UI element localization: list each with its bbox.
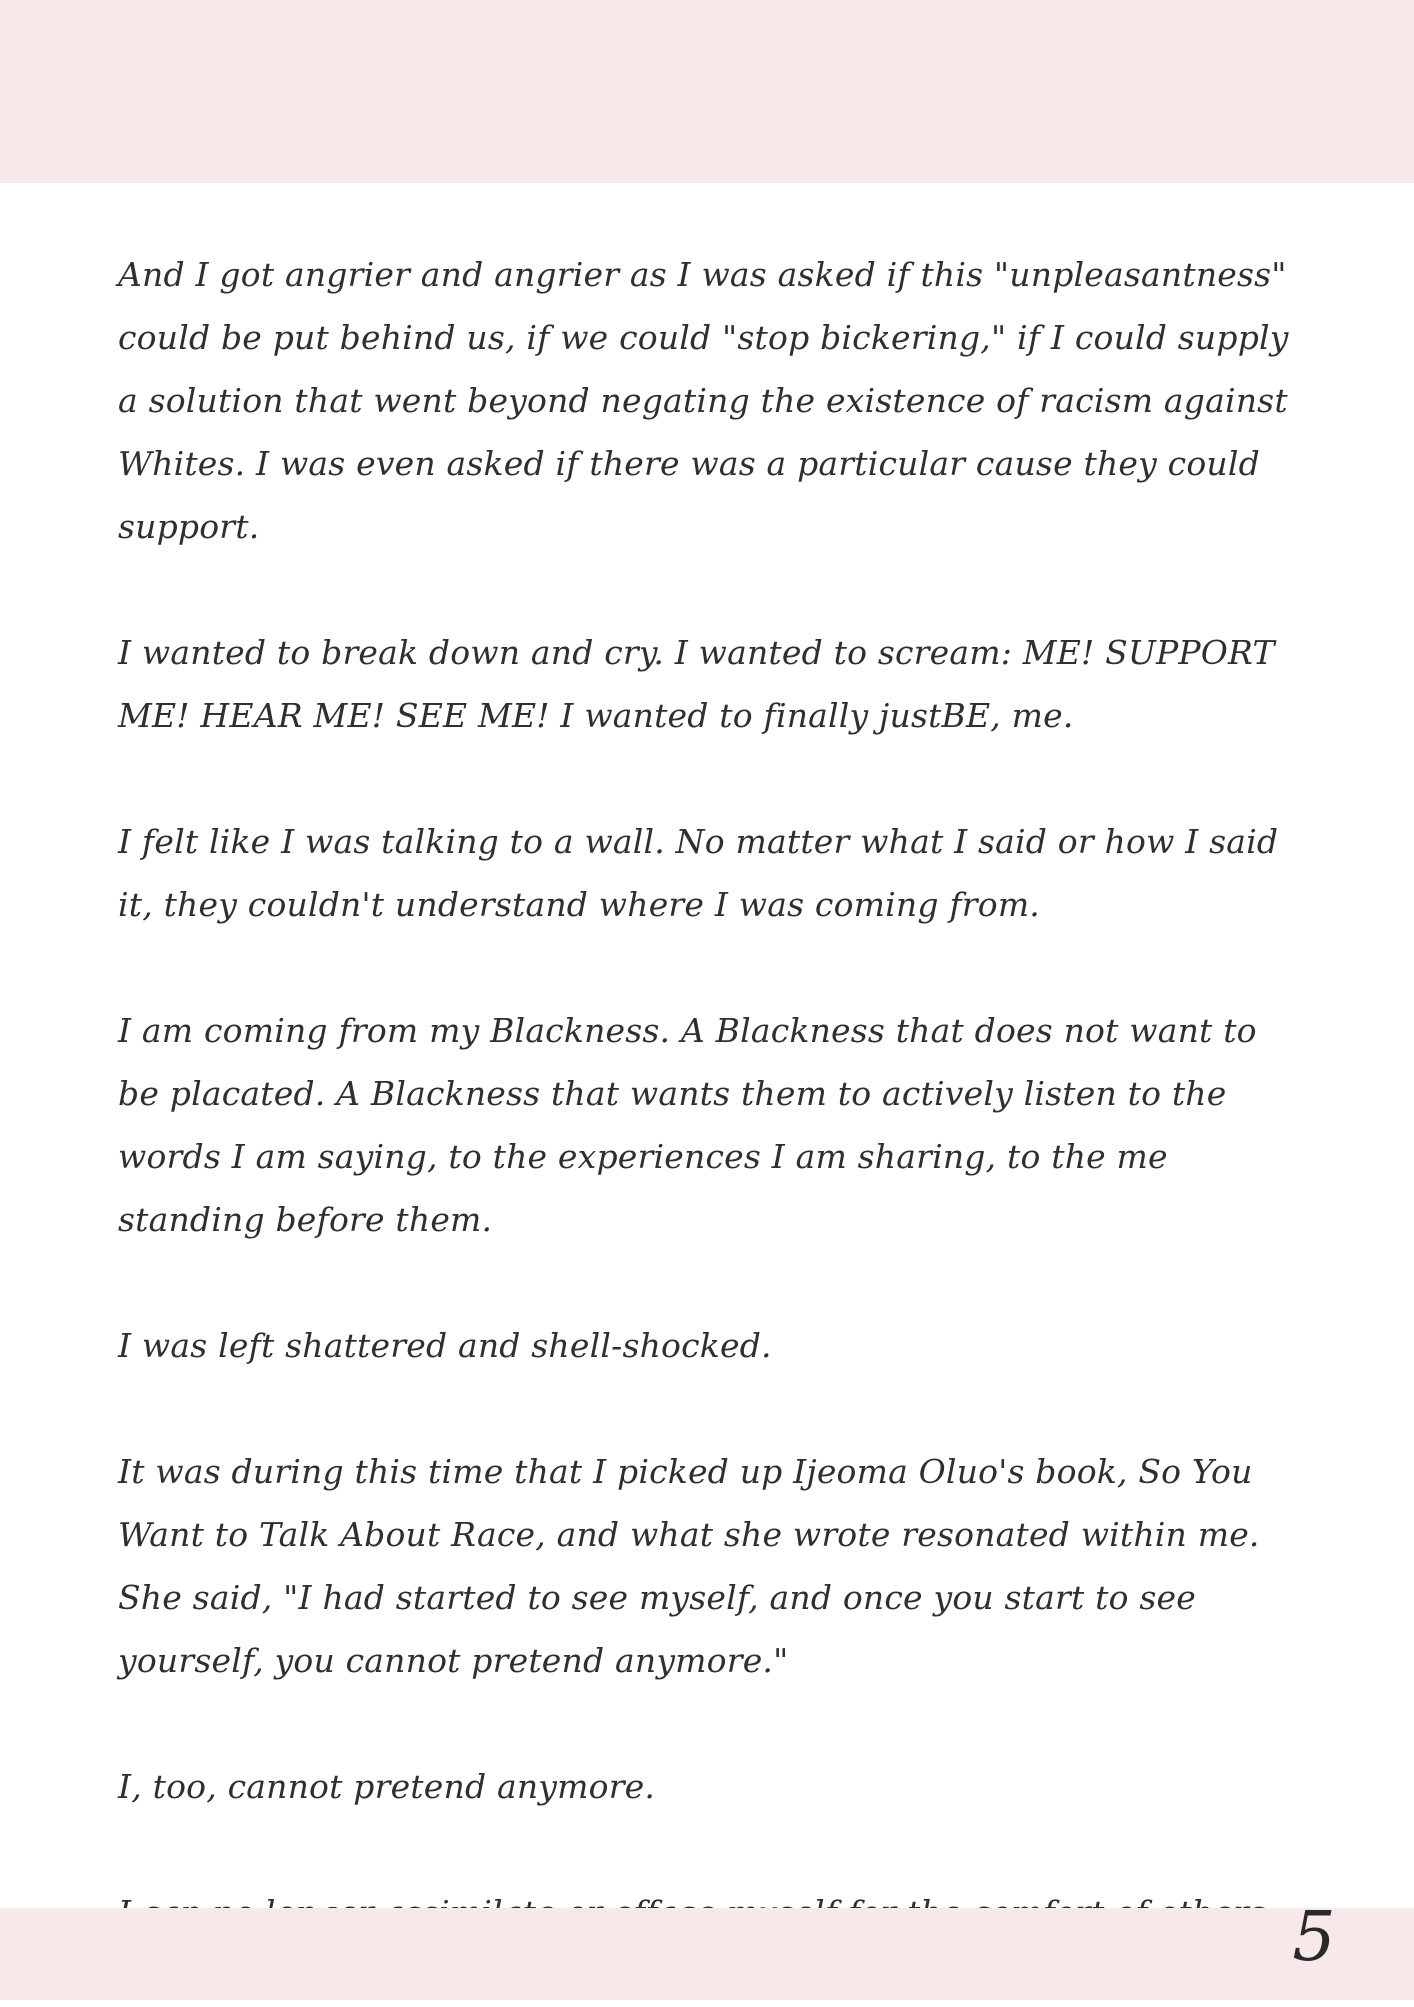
paragraph: I, too, cannot pretend anymore. — [118, 1767, 656, 1806]
page-number: 5 — [1292, 1898, 1336, 1977]
paragraph: I felt like I was talking to a wall. No matter what I said or how I said it, they couldn't understand where I was coming from. — [118, 822, 1279, 924]
paragraph: It was during this time that I picked up Ijeoma Oluo's book, So You Want to Talk About Race, and what she wrote resonated within me. She said, "I had started to see myself, and once you start to see yourself, you cannot pretend anymore." — [118, 1452, 1260, 1680]
page-body — [118, 243, 1303, 2007]
paragraph: I wanted to break down and cry. I wanted to scream: ME! SUPPORT ME! HEAR ME! SEE ME! I wanted to finally justBE, me. — [118, 633, 1275, 735]
bottom-footer-band — [0, 1908, 1414, 2000]
paragraph: I am coming from my Blackness. A Blackness that does not want to be placated. A Blackness that wants them to actively listen to the words I am saying, to the experiences I am sharing, to the me standing before them. — [118, 1011, 1257, 1239]
paragraph: And I got angrier and angrier as I was asked if this "unpleasantness" could be put behind us, if we could "stop bickering," if I could supply a solution that went beyond negating the existence of racism against Whites. I was even asked if there was a particular cause they could support. — [118, 255, 1289, 546]
paragraph: I was left shattered and shell-shocked. — [118, 1326, 772, 1365]
top-header-band — [0, 0, 1414, 183]
